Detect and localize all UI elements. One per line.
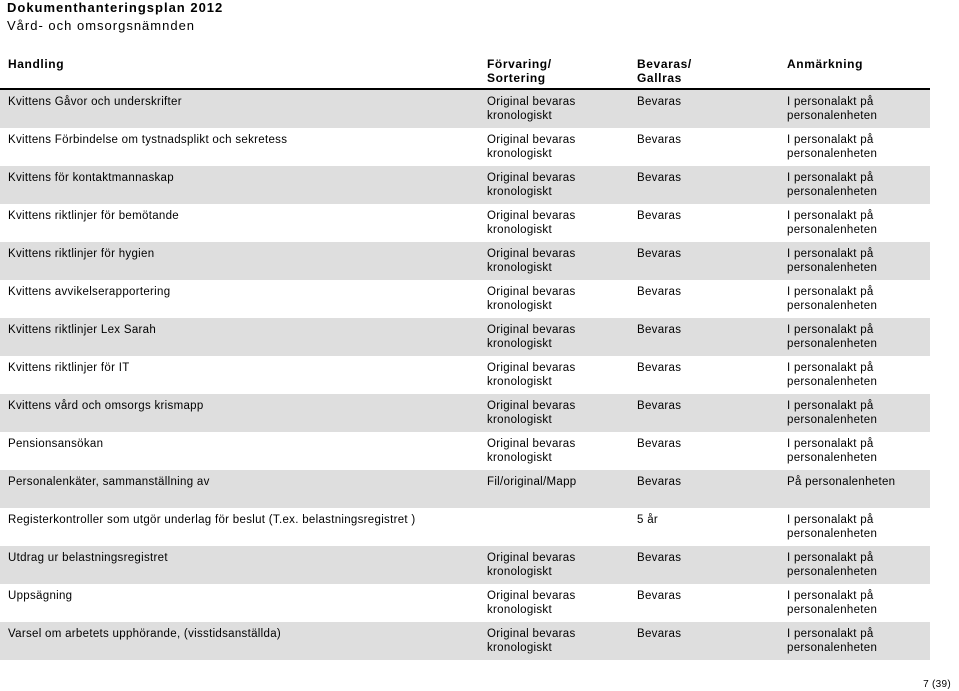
cell-bevaras: Bevaras — [637, 628, 682, 640]
cell-forvaring: Original bevaras kronologiskt — [487, 400, 576, 426]
cell-handling: Kvittens riktlinjer för hygien — [8, 248, 155, 260]
cell-bevaras: Bevaras — [637, 210, 682, 222]
cell-anmarkning: I personalakt på personalenheten — [787, 590, 878, 616]
table-row — [0, 204, 930, 242]
table-row — [0, 166, 930, 204]
cell-handling: Kvittens för kontaktmannaskap — [8, 172, 174, 184]
table-row — [0, 432, 930, 470]
table-row — [0, 280, 930, 318]
cell-bevaras: Bevaras — [637, 172, 682, 184]
header-forvaring: Förvaring/ Sortering — [487, 57, 552, 85]
cell-anmarkning: I personalakt på personalenheten — [787, 286, 878, 312]
cell-bevaras: Bevaras — [637, 438, 682, 450]
table-row — [0, 584, 930, 622]
table-row — [0, 470, 930, 508]
cell-anmarkning: I personalakt på personalenheten — [787, 552, 878, 578]
cell-handling: Kvittens Förbindelse om tystnadsplikt och sekretess — [8, 134, 288, 146]
cell-anmarkning: I personalakt på personalenheten — [787, 628, 878, 654]
cell-anmarkning: På personalenheten — [787, 476, 896, 488]
cell-forvaring: Original bevaras kronologiskt — [487, 590, 576, 616]
cell-handling: Personalenkäter, sammanställning av — [8, 476, 210, 488]
cell-handling: Registerkontroller som utgör underlag för beslut (T.ex. belastningsregistret ) — [8, 514, 416, 526]
cell-bevaras: Bevaras — [637, 400, 682, 412]
table-row — [0, 508, 930, 546]
table-row — [0, 128, 930, 166]
header-handling: Handling — [8, 57, 65, 71]
cell-handling: Kvittens riktlinjer för bemötande — [8, 210, 179, 222]
cell-anmarkning: I personalakt på personalenheten — [787, 438, 878, 464]
header-bevaras: Bevaras/ Gallras — [637, 57, 692, 85]
cell-bevaras: Bevaras — [637, 362, 682, 374]
cell-forvaring: Original bevaras kronologiskt — [487, 286, 576, 312]
cell-forvaring: Original bevaras kronologiskt — [487, 210, 576, 236]
table-row — [0, 318, 930, 356]
cell-anmarkning: I personalakt på personalenheten — [787, 324, 878, 350]
cell-bevaras: Bevaras — [637, 286, 682, 298]
cell-bevaras: Bevaras — [637, 96, 682, 108]
cell-forvaring: Original bevaras kronologiskt — [487, 172, 576, 198]
cell-anmarkning: I personalakt på personalenheten — [787, 172, 878, 198]
cell-bevaras: Bevaras — [637, 476, 682, 488]
cell-forvaring: Original bevaras kronologiskt — [487, 248, 576, 274]
cell-bevaras: Bevaras — [637, 552, 682, 564]
cell-forvaring: Original bevaras kronologiskt — [487, 324, 576, 350]
cell-forvaring: Original bevaras kronologiskt — [487, 134, 576, 160]
cell-bevaras: Bevaras — [637, 590, 682, 602]
document-title: Dokumenthanteringsplan 2012 — [7, 0, 224, 15]
cell-bevaras: Bevaras — [637, 248, 682, 260]
cell-anmarkning: I personalakt på personalenheten — [787, 362, 878, 388]
cell-bevaras: Bevaras — [637, 324, 682, 336]
cell-handling: Kvittens Gåvor och underskrifter — [8, 96, 182, 108]
table-header — [0, 56, 959, 86]
cell-forvaring: Original bevaras kronologiskt — [487, 628, 576, 654]
cell-anmarkning: I personalakt på personalenheten — [787, 210, 878, 236]
cell-handling: Utdrag ur belastningsregistret — [8, 552, 168, 564]
cell-forvaring: Fil/original/Mapp — [487, 476, 577, 488]
table-row — [0, 622, 930, 660]
document-subtitle: Vård- och omsorgsnämnden — [7, 18, 196, 33]
page-number: 7 (39) — [923, 679, 951, 690]
cell-bevaras: 5 år — [637, 514, 659, 526]
cell-anmarkning: I personalakt på personalenheten — [787, 96, 878, 122]
table-row — [0, 546, 930, 584]
cell-handling: Pensionsansökan — [8, 438, 104, 450]
cell-forvaring: Original bevaras kronologiskt — [487, 438, 576, 464]
cell-handling: Kvittens avvikelserapportering — [8, 286, 171, 298]
cell-handling: Kvittens riktlinjer för IT — [8, 362, 130, 374]
cell-handling: Kvittens riktlinjer Lex Sarah — [8, 324, 157, 336]
cell-anmarkning: I personalakt på personalenheten — [787, 514, 878, 540]
cell-handling: Kvittens vård och omsorgs krismapp — [8, 400, 204, 412]
retention-table — [0, 90, 930, 660]
cell-forvaring: Original bevaras kronologiskt — [487, 552, 576, 578]
cell-anmarkning: I personalakt på personalenheten — [787, 134, 878, 160]
cell-forvaring: Original bevaras kronologiskt — [487, 362, 576, 388]
cell-anmarkning: I personalakt på personalenheten — [787, 248, 878, 274]
table-row — [0, 356, 930, 394]
cell-anmarkning: I personalakt på personalenheten — [787, 400, 878, 426]
table-row — [0, 242, 930, 280]
cell-bevaras: Bevaras — [637, 134, 682, 146]
table-row — [0, 90, 930, 128]
cell-forvaring: Original bevaras kronologiskt — [487, 96, 576, 122]
table-row — [0, 394, 930, 432]
header-anmarkning: Anmärkning — [787, 57, 864, 71]
cell-handling: Uppsägning — [8, 590, 73, 602]
cell-handling: Varsel om arbetets upphörande, (visstidsanställda) — [8, 628, 282, 640]
